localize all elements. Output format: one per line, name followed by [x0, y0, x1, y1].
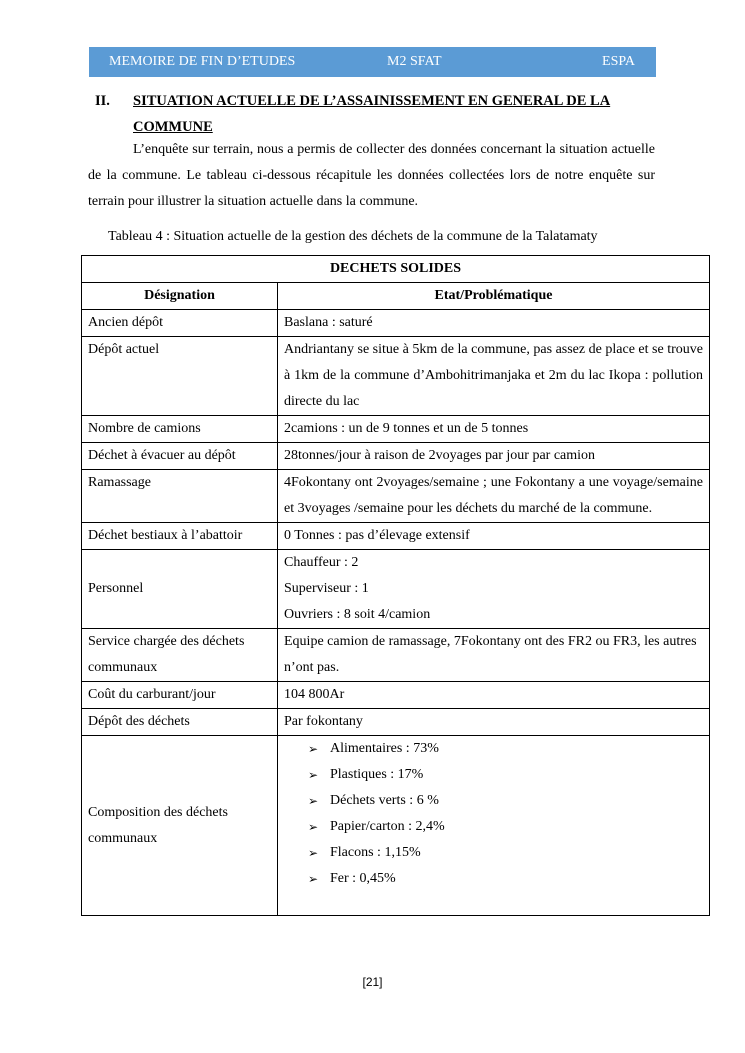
table-row	[82, 470, 710, 523]
table-row	[82, 682, 710, 709]
intro-paragraph: L’enquête sur terrain, nous a permis de collecter des données concernant la situation actuelle de la commune. Le tableau ci-dessous récapitule les données collectées lors de notre enquête sur terrain pour illustrer la situation actuelle dans la commune.	[88, 142, 655, 209]
row-label: Ramassage	[82, 470, 278, 523]
row-label: Coût du carburant/jour	[82, 682, 278, 709]
header-center: M2 SFAT	[387, 54, 442, 69]
header-left: MEMOIRE DE FIN D’ETUDES	[109, 54, 296, 69]
table-row-personnel	[82, 550, 710, 629]
table-row	[82, 337, 710, 416]
table-header-row	[82, 283, 710, 310]
row-value	[278, 736, 710, 916]
personnel-line: Ouvriers : 8 soit 4/camion	[284, 607, 431, 622]
table-row-composition	[82, 736, 710, 916]
table-title: DECHETS SOLIDES	[82, 256, 710, 283]
row-label: Ancien dépôt	[82, 310, 278, 337]
list-item: ➢ Alimentaires : 73%	[308, 736, 703, 762]
table-caption: Tableau 4 : Situation actuelle de la gestion des déchets de la commune de la Talatamaty	[108, 229, 598, 244]
table-title-row	[82, 256, 710, 283]
list-item: ➢ Papier/carton : 2,4%	[308, 814, 703, 840]
header-etat: Etat/Problématique	[278, 283, 710, 310]
row-label: Personnel	[82, 550, 278, 629]
list-item: ➢ Plastiques : 17%	[308, 762, 703, 788]
row-value	[278, 550, 710, 629]
composition-list	[284, 736, 703, 892]
table-row	[82, 310, 710, 337]
row-value: Baslana : saturé	[278, 310, 710, 337]
list-item: ➢ Flacons : 1,15%	[308, 840, 703, 866]
list-item: ➢ Fer : 0,45%	[308, 866, 703, 892]
row-value: 104 800Ar	[278, 682, 710, 709]
table-row	[82, 416, 710, 443]
table-row	[82, 443, 710, 470]
row-label: Dépôt actuel	[82, 337, 278, 416]
row-label: Nombre de camions	[82, 416, 278, 443]
header-designation: Désignation	[82, 283, 278, 310]
table-row	[82, 523, 710, 550]
row-value: Equipe camion de ramassage, 7Fokontany ont des FR2 ou FR3, les autres n’ont pas.	[278, 629, 710, 682]
section-heading	[95, 88, 655, 140]
page-header	[89, 47, 656, 77]
row-label: Déchet bestiaux à l’abattoir	[82, 523, 278, 550]
row-value: Andriantany se situe à 5km de la commune, pas assez de place et se trouve à 1km de la commune d’Ambohitrimanjaka et 2m du lac Ikopa : pollution directe du lac	[278, 337, 710, 416]
header-right: ESPA	[602, 54, 635, 69]
row-label: Déchet à évacuer au dépôt	[82, 443, 278, 470]
row-value: 0 Tonnes : pas d’élevage extensif	[278, 523, 710, 550]
page-number: [21]	[362, 975, 383, 989]
row-value: 4Fokontany ont 2voyages/semaine ; une Fokontany a une voyage/semaine et 3voyages /semaine pour les déchets du marché de la commune.	[278, 470, 710, 523]
personnel-line: Chauffeur : 2	[284, 555, 359, 570]
row-label: Service chargée des déchets communaux	[82, 629, 278, 682]
table-row	[82, 629, 710, 682]
waste-table	[81, 255, 710, 916]
row-value: Par fokontany	[278, 709, 710, 736]
personnel-line: Superviseur : 1	[284, 581, 369, 596]
list-item: ➢ Déchets verts : 6 %	[308, 788, 703, 814]
table-row	[82, 709, 710, 736]
section-title: SITUATION ACTUELLE DE L’ASSAINISSEMENT EN GENERAL DE LA COMMUNE	[133, 93, 611, 135]
row-value: 28tonnes/jour à raison de 2voyages par jour par camion	[278, 443, 710, 470]
row-label: Composition des déchets communaux	[82, 736, 278, 916]
row-value: 2camions : un de 9 tonnes et un de 5 tonnes	[278, 416, 710, 443]
row-label: Dépôt des déchets	[82, 709, 278, 736]
section-number: II.	[95, 93, 110, 109]
